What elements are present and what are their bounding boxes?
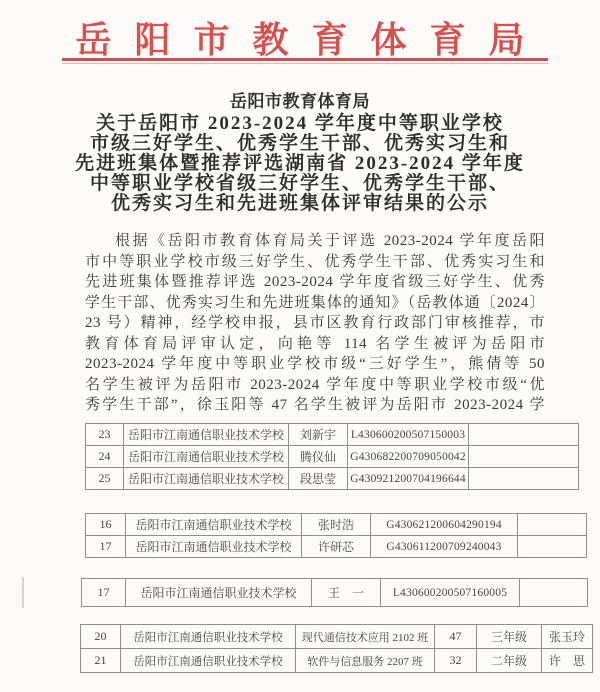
table-cell: 17 xyxy=(82,579,126,607)
student-roster-table-1 xyxy=(85,423,579,490)
table-cell: 岳阳市江南通信职业技术学校 xyxy=(124,446,289,468)
letterhead-divider-rule xyxy=(62,58,548,64)
table-cell: 24 xyxy=(86,446,124,468)
table-cell: 17 xyxy=(86,536,126,558)
table-cell: 段思莹 xyxy=(289,468,348,490)
table-cell: 岳阳市江南通信职业技术学校 xyxy=(124,424,289,446)
table-cell: L430600200507160005 xyxy=(381,579,520,607)
paragraph-line: 教育体育局评审认定，向艳等 114 名学生被评为岳阳市 xyxy=(85,335,545,352)
table-body xyxy=(86,514,587,558)
table-cell: 软件与信息服务 2207 班 xyxy=(296,649,435,673)
table-cell: G430621200604290194 xyxy=(371,514,518,536)
letterhead-org-title: 岳阳市教育体育局 xyxy=(75,20,548,60)
table-row xyxy=(86,536,587,558)
table-cell: 20 xyxy=(81,625,121,649)
table-cell: G430682200709050042 xyxy=(348,446,469,468)
table-cell: 岳阳市江南通信职业技术学校 xyxy=(126,579,312,607)
table-cell: 王 一 xyxy=(312,579,381,607)
table-cell: 岳阳市江南通信职业技术学校 xyxy=(124,468,289,490)
table-cell xyxy=(520,579,588,607)
paragraph-line: 23 号）精神，经学校申报，县市区教育行政部门审核推荐，市 xyxy=(85,315,545,331)
table-cell: 许研芯 xyxy=(302,536,371,558)
table-cell: 张时浩 xyxy=(302,514,371,536)
table-cell: 47 xyxy=(435,625,477,649)
paragraph-line: 学生干部、优秀实习生和先进班集体的通知》（岳教体通〔2024〕 xyxy=(85,294,545,311)
student-roster-table-2 xyxy=(85,513,587,558)
table-cell: 许 思 xyxy=(542,649,593,673)
paragraph-line: 秀学生干部”，徐玉阳等 47 名学生被评为岳阳市 2023-2024 学 xyxy=(85,397,545,413)
table-row xyxy=(82,579,588,607)
table-body xyxy=(86,424,579,490)
paragraph-line: 2023-2024 学年度中等职业学校市级“三好学生”，熊倩等 50 xyxy=(85,356,545,372)
table-row xyxy=(86,514,587,536)
table-cell: 刘新宇 xyxy=(289,424,348,446)
table-cell: 岳阳市江南通信职业技术学校 xyxy=(121,649,296,673)
document-title-block xyxy=(55,92,545,214)
table-row xyxy=(86,424,579,446)
paragraph-line: 先进班集体暨推荐评选 2023-2024 学年度省级三好学生、优秀 xyxy=(85,274,545,290)
document-title-line: 岳阳市教育体育局 xyxy=(230,92,370,111)
table-cell: 岳阳市江南通信职业技术学校 xyxy=(126,514,302,536)
table-cell xyxy=(469,446,579,468)
table-cell xyxy=(518,536,587,558)
table-row xyxy=(81,649,593,673)
document-title-line: 关于岳阳市 2023-2024 学年度中等职业学校 xyxy=(96,113,504,134)
paragraph-line: 市中等职业学校市级三好学生、优秀学生干部、优秀实习生和 xyxy=(85,253,545,270)
document-title-line: 先进班集体暨推荐评选湖南省 2023-2024 学年度 xyxy=(75,153,525,174)
table-cell xyxy=(469,468,579,490)
paragraph-line: 名学生被评为岳阳市 2023-2024 学年度中等职业学校市级“优 xyxy=(85,376,545,393)
document-title-line: 中等职业学校省级三好学生、优秀学生干部、 xyxy=(89,173,510,194)
table-cell: 二年级 xyxy=(477,649,542,673)
table-cell: L430600200507150003 xyxy=(348,424,469,446)
table-cell: G430921200704196644 xyxy=(348,468,469,490)
table-cell: 21 xyxy=(81,649,121,673)
student-roster-table-3 xyxy=(81,578,588,607)
table-row xyxy=(86,468,579,490)
table-cell: 腾仪仙 xyxy=(289,446,348,468)
body-paragraph xyxy=(85,231,545,416)
table-cell: 25 xyxy=(86,468,124,490)
class-roster-table xyxy=(80,624,593,673)
table-cell: 16 xyxy=(86,514,126,536)
table-body xyxy=(81,625,593,673)
table-cell: G430611200709240043 xyxy=(371,536,518,558)
table-row xyxy=(81,625,593,649)
table-cell: 三年级 xyxy=(477,625,542,649)
document-title-line: 市级三好学生、优秀学生干部、优秀实习生和 xyxy=(89,133,510,154)
table-cell: 张玉玲 xyxy=(542,625,593,649)
paragraph-line: 根据《岳阳市教育体育局关于评选 2023-2024 学年度岳阳 xyxy=(115,233,545,249)
table-cell: 现代通信技术应用 2102 班 xyxy=(296,625,435,649)
table-cell: 23 xyxy=(86,424,124,446)
table-body xyxy=(82,579,588,607)
scan-artifact-line xyxy=(22,577,24,608)
table-cell: 岳阳市江南通信职业技术学校 xyxy=(126,536,302,558)
table-row xyxy=(86,446,579,468)
table-cell xyxy=(469,424,579,446)
table-cell: 32 xyxy=(435,649,477,673)
table-cell: 岳阳市江南通信职业技术学校 xyxy=(121,625,296,649)
document-title-line: 优秀实习生和先进班集体评审结果的公示 xyxy=(110,193,489,214)
table-cell xyxy=(518,514,587,536)
